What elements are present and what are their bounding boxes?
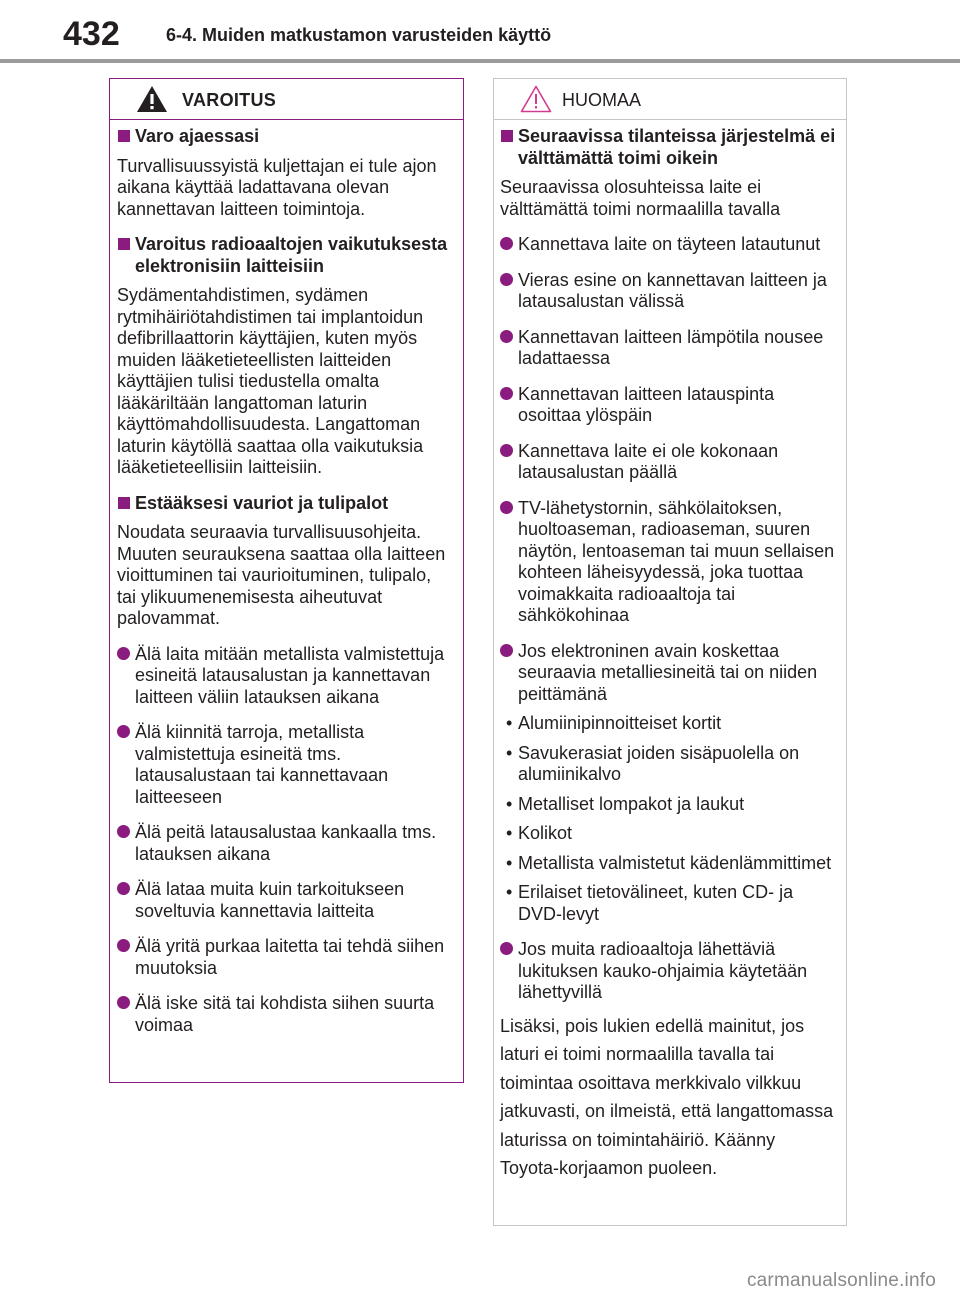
warning-bullet: Älä iske sitä tai kohdista siihen suurta voimaa xyxy=(117,993,455,1036)
dot-bullet-icon: • xyxy=(506,793,513,814)
notice-list-item: • Erilaiset tietovälineet, kuten CD- ja DVD-levyt xyxy=(506,882,794,924)
section-title: 6-4. Muiden matkustamon varusteiden käyttö xyxy=(166,25,552,45)
warning-bullet: Älä lataa muita kuin tarkoitukseen soveltuvia kannettavia laitteita xyxy=(117,879,455,922)
header-rule xyxy=(0,59,960,63)
round-bullet-icon xyxy=(500,237,513,250)
notice-bullet: Vieras esine on kannettavan laitteen ja latausalustan välissä xyxy=(500,270,838,313)
warning-bullet: Älä laita mitään metallista valmistettuja esineitä latausalustan ja kannettavan laitteen väliin latauksen aikana xyxy=(117,644,455,709)
warning-box-header xyxy=(110,79,463,120)
page-number: 432 xyxy=(63,15,120,53)
warning-subheading: Varoitus radioaaltojen vaikutuksesta elektronisiin laitteisiin xyxy=(117,234,455,277)
notice-box xyxy=(493,78,847,1226)
square-bullet-icon xyxy=(118,238,130,250)
round-bullet-icon xyxy=(117,939,130,952)
notice-list-item: • Kolikot xyxy=(506,823,573,843)
notice-intro: Seuraavissa olosuhteissa laite ei välttämättä toimi normaalilla tavalla xyxy=(500,177,781,219)
warning-paragraph: Noudata seuraavia turvallisuusohjeita. xyxy=(117,522,422,542)
dot-bullet-icon: • xyxy=(506,823,513,843)
round-bullet-icon xyxy=(500,942,513,955)
round-bullet-icon xyxy=(500,444,513,457)
round-bullet-icon xyxy=(117,725,130,738)
notice-list-item: • Alumiinipinnoitteiset kortit xyxy=(506,713,722,733)
notice-list-item: • Savukerasiat joiden sisäpuolella on alumiinikalvo xyxy=(506,742,800,784)
dot-bullet-icon: • xyxy=(506,852,513,873)
notice-bullet: Kannettava laite on täyteen latautunut xyxy=(500,234,838,256)
square-bullet-icon xyxy=(118,130,130,142)
round-bullet-icon xyxy=(117,882,130,895)
warning-title: VAROITUS xyxy=(182,90,277,110)
notice-bullet: Kannettava laite ei ole kokonaan latausalustan päällä xyxy=(500,441,838,484)
notice-bullet: Jos elektroninen avain koskettaa seuraavia metalliesineitä tai on niiden peittämänä xyxy=(500,641,838,706)
round-bullet-icon xyxy=(117,996,130,1009)
round-bullet-icon xyxy=(500,273,513,286)
notice-title: HUOMAA xyxy=(562,90,642,110)
warning-bullet: Älä yritä purkaa laitetta tai tehdä siihen muutoksia xyxy=(117,936,455,979)
notice-bullet: Kannettavan laitteen latauspinta osoittaa ylöspäin xyxy=(500,384,838,427)
round-bullet-icon xyxy=(117,825,130,838)
round-bullet-icon xyxy=(500,387,513,400)
notice-list-item: • Metallista valmistetut kädenlämmittimet xyxy=(506,852,832,873)
notice-bullet: Kannettavan laitteen lämpötila nousee ladattaessa xyxy=(500,327,838,370)
notice-body xyxy=(494,120,846,1183)
page-header xyxy=(0,0,960,64)
notice-bullet: TV-lähetystornin, sähkölaitoksen, huoltoaseman, radioaseman, suuren näytön, lentoaseman tai muun sellaisen kohteen läheisyydessä, joka tuottaa voimakkaita radioaaltoja tai sähkökohinaa xyxy=(500,498,838,627)
warning-bullet: Älä peitä latausalustaa kankaalla tms. latauksen aikana xyxy=(117,822,455,865)
dot-bullet-icon: • xyxy=(506,742,513,763)
notice-box-header xyxy=(494,79,846,120)
warning-paragraph: Turvallisuussyistä kuljettajan ei tule ajon aikana käyttää ladattavana olevan kannettavan laitteen toimintoja. xyxy=(117,155,437,219)
dot-bullet-icon: • xyxy=(506,882,513,902)
notice-subheading: Seuraavissa tilanteissa järjestelmä ei välttämättä toimi oikein xyxy=(500,126,838,169)
warning-paragraph: Muuten seurauksena saattaa olla laitteen vioittuminen tai vaurioituminen, tulipalo, tai ylikuumenemisesta aiheutuvat palovammat. xyxy=(117,543,446,628)
warning-subheading: Estääksesi vauriot ja tulipalot xyxy=(117,493,455,515)
warning-subheading: Varo ajaessasi xyxy=(117,126,455,148)
square-bullet-icon xyxy=(501,130,513,142)
square-bullet-icon xyxy=(118,497,130,509)
round-bullet-icon xyxy=(500,330,513,343)
warning-paragraph: Sydämentahdistimen, sydämen rytmihäiriötahdistimen tai implantoidun defibrillaattorin käyttäjien, kuten myös muiden lääketieteellisten laitteiden käyttäjien tulisi tiedustella omalta lääkäriltään langattoman laturin käyttömahdollisuudesta. Langattoman laturin käytöllä saattaa olla vaikutuksia lääketieteellisiin laitteisiin. xyxy=(117,285,424,477)
warning-body xyxy=(110,120,463,1036)
round-bullet-icon xyxy=(117,647,130,660)
warning-box xyxy=(109,78,464,1083)
round-bullet-icon xyxy=(500,501,513,514)
caution-triangle-icon xyxy=(520,85,552,113)
watermark: carmanualsonline.info xyxy=(746,1270,936,1291)
notice-bullet: Jos muita radioaaltoja lähettäviä lukituksen kauko-ohjaimia käytetään lähettyvillä xyxy=(500,939,838,1004)
round-bullet-icon xyxy=(500,644,513,657)
dot-bullet-icon: • xyxy=(506,713,513,733)
warning-bullet: Älä kiinnitä tarroja, metallista valmistettuja esineitä tms. latausalustaan tai kannettavaan laitteeseen xyxy=(117,722,455,808)
notice-closing: Lisäksi, pois lukien edellä mainitut, jos laturi ei toimi normaalilla tavalla tai toimintaa osoittava merkkivalo vilkkuu jatkuvasti, on ilmeistä, että langattomassa laturissa on toimintahäiriö. Käänny Toyota-korjaamon puoleen. xyxy=(500,1015,834,1178)
notice-list-item: • Metalliset lompakot ja laukut xyxy=(506,793,745,814)
warning-triangle-icon xyxy=(136,85,168,113)
